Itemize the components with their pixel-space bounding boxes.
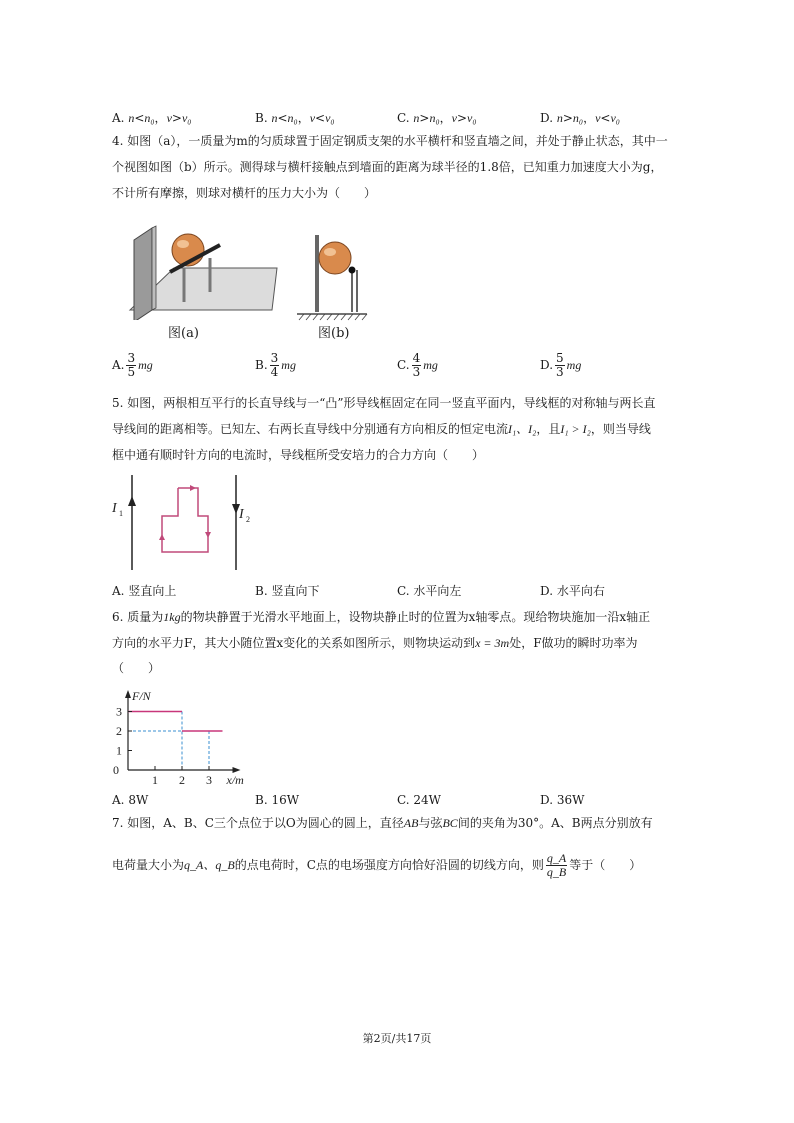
q6-line-1: 6. 质量为1kg的物块静置于光滑水平地面上，设物块静止时的位置为x轴零点。现给物块施加一沿x轴正 <box>112 610 651 624</box>
q6-option <box>255 792 299 808</box>
option-part: n₀ <box>429 111 440 125</box>
option-part: > <box>456 111 468 125</box>
page-footer: 第2页/共17页 <box>362 1032 432 1045</box>
option-part: < <box>600 111 611 125</box>
label-i2-sub: 2 <box>246 515 250 524</box>
figure-wires <box>110 470 260 575</box>
option-letter: D. <box>540 584 554 598</box>
q3-option <box>112 110 191 126</box>
option-part: n₀ <box>287 111 298 125</box>
q7-line-1: 7. 如图，A、B、C三个点位于以O为圆心的圆上，直径AB与弦BC间的夹角为30°。A、B两点分别放有 <box>112 816 653 830</box>
option-unit: mg <box>566 358 582 372</box>
figure-b <box>292 230 372 325</box>
x-tick-label: 2 <box>179 773 185 787</box>
force-position-chart <box>108 678 258 790</box>
q7-line-2: 电荷量大小为q_A、q_B的点电荷时，C点的电场强度方向恰好沿圆的切线方向，则 $\frac{q\_A}{q\_B}$ 等于（ ） <box>112 851 642 879</box>
q6-line-3: （ ） <box>112 661 161 675</box>
option-text: 竖直向下 <box>271 584 320 598</box>
option-part: v <box>309 111 316 125</box>
q6-option <box>540 792 584 808</box>
option-letter: D. <box>540 358 554 372</box>
q5-option <box>397 583 461 599</box>
q5-option <box>540 583 605 599</box>
y-tick-label: 1 <box>116 743 122 758</box>
q-ratio-fraction: $\frac{q\_A}{q\_B}$ <box>546 851 567 879</box>
option-part: < <box>134 111 145 125</box>
option-letter: B. <box>255 793 268 807</box>
q5-option <box>112 583 176 599</box>
option-letter: B. <box>255 584 268 598</box>
option-part: n <box>128 111 135 125</box>
q6-line-2: 方向的水平力F，其大小随位置x变化的关系如图所示，则物块运动到x = 3m处，F做功的瞬时功率为 <box>112 636 638 650</box>
q6-option <box>112 792 148 808</box>
q5-line-2: 导线间的距离相等。已知左、右两长直导线中分别通有方向相反的恒定电流I₁、I₂，且I₁ > I₂，则当导线 <box>112 422 651 436</box>
option-part: v <box>595 111 601 125</box>
option-part: v₀ <box>610 111 620 125</box>
option-letter: A. <box>112 111 125 125</box>
x-axis-label: x/m <box>226 773 244 787</box>
fraction-denominator: 3 <box>412 365 421 379</box>
option-fraction <box>126 352 136 379</box>
option-letter: A. <box>112 793 125 807</box>
label-i1-sub: 1 <box>119 509 123 518</box>
q3-option <box>540 110 620 126</box>
fraction-numerator: 3 <box>270 351 279 365</box>
option-part: v <box>451 111 457 125</box>
option-letter: D. <box>540 793 554 807</box>
option-letter: C. <box>397 111 410 125</box>
option-letter: A. <box>112 358 125 372</box>
option-part: > <box>419 111 430 125</box>
option-part: n <box>271 111 278 125</box>
option-fraction <box>412 352 422 379</box>
option-text: 水平向右 <box>556 584 605 598</box>
option-part: v₀ <box>467 111 477 125</box>
option-letter: C. <box>397 584 410 598</box>
option-part: < <box>315 111 326 125</box>
q4-option <box>397 350 438 380</box>
option-unit: mg <box>138 358 153 372</box>
y-axis-arrow <box>125 690 131 698</box>
option-part: v <box>166 111 172 125</box>
fraction-denominator: 5 <box>127 365 136 379</box>
option-part: n <box>556 111 563 125</box>
q4-option <box>540 350 581 380</box>
option-fraction <box>555 352 565 379</box>
option-part: n₀ <box>144 111 155 125</box>
q6-option <box>397 792 441 808</box>
option-part: ， <box>583 111 596 125</box>
y-axis-label: F/N <box>132 689 151 703</box>
option-part: ， <box>154 111 167 125</box>
q5-line-3: 框中通有顺时针方向的电流时，导线框所受安培力的合力方向（ ） <box>112 448 485 462</box>
q4-option <box>255 350 296 380</box>
option-letter: D. <box>540 111 554 125</box>
option-text: 8W <box>128 793 149 807</box>
option-part: v₀ <box>325 111 335 125</box>
option-part: ， <box>439 111 452 125</box>
option-unit: mg <box>423 358 438 372</box>
q4-option <box>112 350 153 380</box>
option-text: 16W <box>271 793 300 807</box>
option-part: n₀ <box>572 111 584 125</box>
fraction-denominator: 3 <box>556 365 564 379</box>
option-text: 24W <box>413 793 442 807</box>
option-letter: B. <box>255 111 268 125</box>
option-part: < <box>277 111 288 125</box>
q4-line-3: 不计所有摩擦，则球对横杆的压力大小为（ ） <box>112 186 377 200</box>
option-part: > <box>171 111 182 125</box>
figure-a-label: 图(a) <box>168 326 199 341</box>
q5-option <box>255 583 319 599</box>
x-tick-label: 0 <box>113 763 119 777</box>
option-letter: A. <box>112 584 125 598</box>
option-text: 36W <box>556 793 585 807</box>
option-part: n <box>413 111 420 125</box>
option-text: 竖直向上 <box>128 584 177 598</box>
label-i1: I <box>112 501 117 516</box>
fraction-numerator: 4 <box>412 351 421 365</box>
q3-option <box>255 110 335 126</box>
y-tick-label: 2 <box>116 724 122 738</box>
option-fraction <box>270 352 280 379</box>
x-tick-label: 3 <box>206 773 212 787</box>
option-letter: C. <box>397 358 410 372</box>
q3-option <box>397 110 477 126</box>
figure-b-label: 图(b) <box>318 326 350 341</box>
figure-a <box>112 210 282 320</box>
q5-line-1: 5. 如图，两根相互平行的长直导线与一“凸”形导线框固定在同一竖直平面内，导线框的对称轴与两长直 <box>112 396 656 410</box>
option-part: > <box>562 111 573 125</box>
option-part: v₀ <box>181 111 192 125</box>
fraction-denominator: 4 <box>270 365 279 379</box>
option-text: 水平向左 <box>413 584 462 598</box>
q4-line-2: 个视图如图（b）所示。测得球与横杆接触点到墙面的距离为球半径的1.8倍，已知重力加速度大小为g， <box>112 160 663 174</box>
label-i2: I <box>239 507 244 522</box>
option-letter: C. <box>397 793 410 807</box>
y-tick-label: 3 <box>116 704 122 719</box>
option-letter: B. <box>255 358 268 372</box>
option-part: ， <box>297 111 310 125</box>
fraction-numerator: 5 <box>556 351 564 365</box>
fraction-numerator: 3 <box>127 351 136 365</box>
option-unit: mg <box>281 358 296 372</box>
q4-line-1: 4. 如图（a），一质量为m的匀质球置于固定钢质支架的水平横杆和竖直墙之间，并处于静止状态，其中一 <box>112 134 668 148</box>
x-tick-label: 1 <box>152 773 158 787</box>
